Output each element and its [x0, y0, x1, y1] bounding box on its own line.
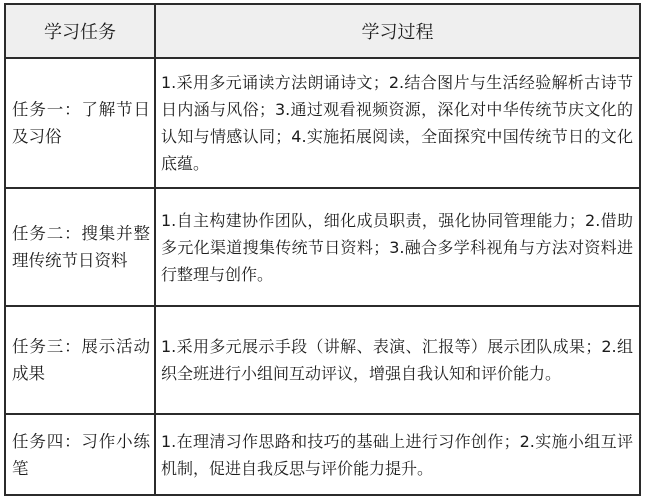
header-learning-process: 学习过程	[155, 4, 640, 58]
task-cell	[5, 414, 155, 495]
table-row	[5, 414, 640, 495]
task-text: 任务一：了解节日及习俗	[12, 100, 150, 146]
table-header-row	[5, 4, 640, 58]
process-cell	[155, 414, 640, 495]
process-cell	[155, 306, 640, 414]
process-text: 1.采用多元诵读方法朗诵诗文；2.结合图片与生活经验解析古诗节日内涵与风俗；3.通过观看视频资源，深化对中华传统节庆文化的认知与情感认同；4.实施拓展阅读，全面探究中国传统节日的文化底蕴。	[161, 73, 633, 173]
task-text: 任务二：搜集并整理传统节日资料	[12, 224, 150, 270]
process-cell	[155, 58, 640, 188]
task-cell	[5, 188, 155, 306]
process-text: 1.采用多元展示手段（讲解、表演、汇报等）展示团队成果；2.组织全班进行小组间互动评议，增强自我认知和评价能力。	[161, 337, 633, 383]
table-row	[5, 306, 640, 414]
process-text: 1.在理清习作思路和技巧的基础上进行习作创作；2.实施小组互评机制，促进自我反思与评价能力提升。	[161, 431, 633, 478]
table-row	[5, 58, 640, 188]
task-cell	[5, 306, 155, 414]
task-text: 任务四：习作小练笔	[12, 431, 150, 478]
learning-tasks-table	[4, 3, 641, 496]
process-text: 1.自主构建协作团队，细化成员职责，强化协同管理能力；2.借助多元化渠道搜集传统节日资料；3.融合多学科视角与方法对资料进行整理与创作。	[161, 210, 633, 284]
header-learning-task: 学习任务	[5, 4, 155, 58]
process-cell	[155, 188, 640, 306]
task-text: 任务三：展示活动成果	[12, 337, 150, 383]
table-row	[5, 188, 640, 306]
task-cell	[5, 58, 155, 188]
